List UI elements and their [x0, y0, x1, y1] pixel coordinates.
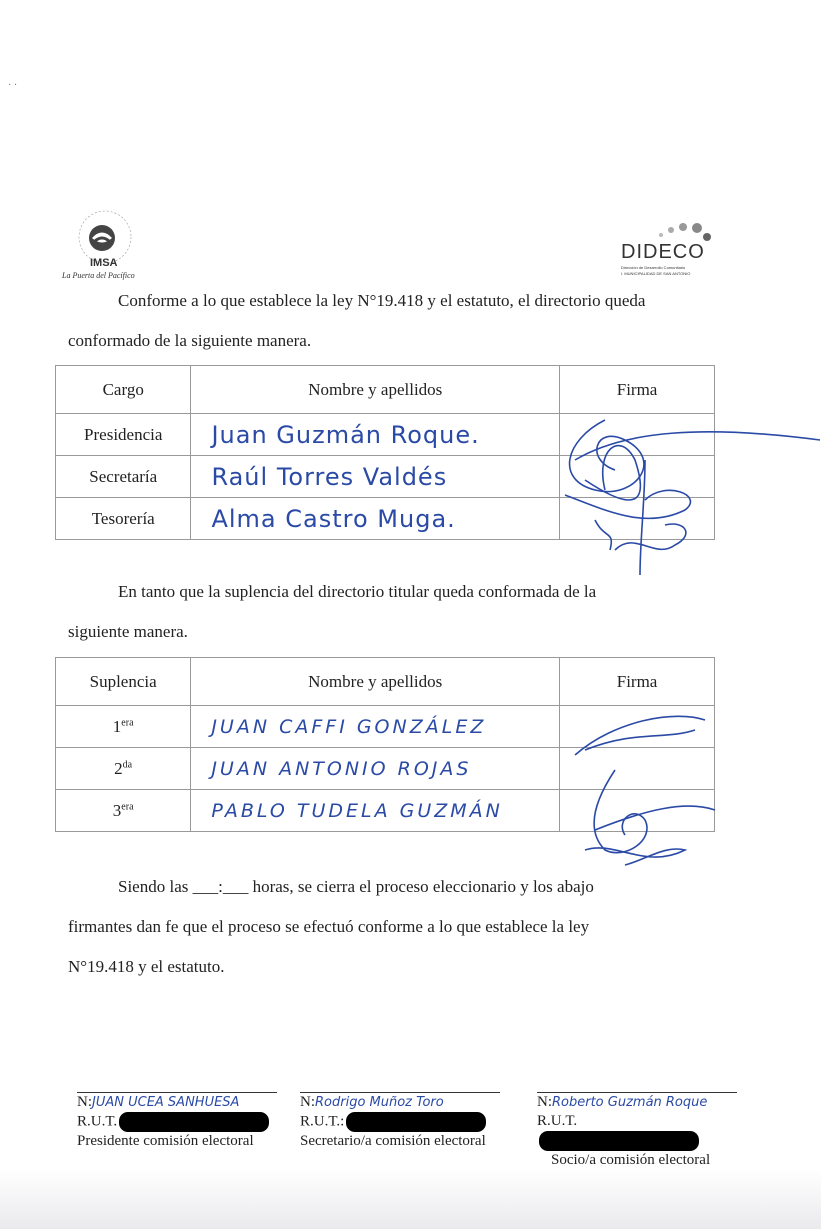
suplencia-number: 2: [114, 758, 123, 778]
handwritten-name: Alma Castro Muga.: [191, 498, 560, 540]
signer-role: Presidente comisión electoral: [77, 1133, 254, 1149]
closing-line2: firmantes dan fe que el proceso se efectuó conforme a lo que establece la ley: [68, 917, 590, 936]
signature-block-presidente: [77, 1092, 277, 1151]
suplencia-cell: [56, 748, 191, 790]
dideco-logo-line1: Dirección de Desarrollo Comunitario: [621, 265, 686, 270]
scan-smudge: · ·: [8, 80, 18, 91]
signer-name-row: [537, 1093, 737, 1112]
closing-line1-text: Siendo las ___:___ horas, se cierra el proceso eleccionario y los abajo: [118, 877, 594, 896]
signature-cell: [560, 748, 715, 790]
imsa-logo: [62, 205, 162, 290]
name-prefix: N:: [77, 1094, 92, 1110]
cargo-cell: Tesorería: [56, 498, 191, 540]
imsa-logo-name: IMSA: [90, 257, 118, 269]
handwritten-name: Raúl Torres Valdés: [191, 456, 560, 498]
signer-name-row: [300, 1093, 500, 1112]
table-header-row: [56, 366, 715, 414]
table-header-row: [56, 658, 715, 706]
table-row: [56, 748, 715, 790]
handwritten-name: PABLO TUDELA GUZMÁN: [191, 790, 560, 832]
table-row: [56, 414, 715, 456]
handwritten-name: Juan Guzmán Roque.: [191, 414, 560, 456]
imsa-logo-motto: La Puerta del Pacífico: [62, 271, 135, 280]
table-row: [56, 498, 715, 540]
table-row: [56, 706, 715, 748]
closing-line3: N°19.418 y el estatuto.: [68, 957, 225, 976]
intro-line1-text: Conforme a lo que establece la ley N°19.418 y el estatuto, el directorio queda: [118, 291, 646, 310]
page-shadow: [0, 1169, 821, 1229]
suplencia-suffix: era: [121, 800, 134, 812]
rut-label: R.U.T.: [537, 1113, 578, 1129]
header-cargo: Cargo: [56, 366, 191, 414]
signature-cell: [560, 414, 715, 456]
header-firma: Firma: [560, 658, 715, 706]
handwritten-name: JUAN ANTONIO ROJAS: [191, 748, 560, 790]
closing-line1: [68, 867, 718, 907]
signature-block-socio: [537, 1092, 737, 1170]
signature-block-secretario: [300, 1092, 500, 1151]
signer-name: Rodrigo Muñoz Toro: [315, 1095, 444, 1110]
dideco-logo: [615, 215, 735, 285]
signer-name: JUAN UCEA SANHUESA: [92, 1095, 240, 1110]
header-suplencia: Suplencia: [56, 658, 191, 706]
rut-row: [300, 1112, 500, 1132]
suplencia-suffix: era: [121, 716, 134, 728]
table-row: [56, 790, 715, 832]
suplencia-cell: [56, 790, 191, 832]
suplencia-line2: siguiente manera.: [68, 622, 188, 641]
rut-label: R.U.T.: [77, 1113, 118, 1130]
dideco-logo-name: DIDECO: [621, 241, 705, 263]
signature-cell: [560, 706, 715, 748]
handwritten-name: JUAN CAFFI GONZÁLEZ: [191, 706, 560, 748]
suplencia-line1: [68, 572, 718, 612]
redaction-bar: [539, 1131, 699, 1151]
redaction-bar: [119, 1112, 269, 1132]
suplencia-table: [55, 657, 715, 832]
header-nombre: Nombre y apellidos: [191, 658, 560, 706]
intro-line1: [68, 281, 718, 321]
suplencia-paragraph: [68, 572, 718, 652]
directorio-table: [55, 365, 715, 540]
signature-cell: [560, 790, 715, 832]
signature-cell: [560, 456, 715, 498]
header-firma: Firma: [560, 366, 715, 414]
header-nombre: Nombre y apellidos: [191, 366, 560, 414]
intro-line2: conformado de la siguiente manera.: [68, 331, 312, 350]
intro-paragraph: [68, 281, 718, 361]
cargo-cell: Secretaría: [56, 456, 191, 498]
closing-paragraph: [68, 867, 718, 987]
signer-role: Secretario/a comisión electoral: [300, 1133, 486, 1149]
suplencia-line1-text: En tanto que la suplencia del directorio titular queda conformada de la: [118, 582, 597, 601]
signer-role: Socio/a comisión electoral: [551, 1152, 711, 1168]
rut-row: [537, 1112, 737, 1151]
signature-cell: [560, 498, 715, 540]
name-prefix: N:: [300, 1094, 315, 1110]
redaction-bar: [346, 1112, 486, 1132]
suplencia-suffix: da: [122, 758, 133, 770]
table-row: [56, 456, 715, 498]
rut-label: R.U.T.:: [300, 1113, 345, 1130]
dideco-logo-line2: I. MUNICIPALIDAD DE SAN ANTONIO: [621, 271, 691, 276]
suplencia-number: 1: [112, 716, 122, 736]
name-prefix: N:: [537, 1094, 552, 1110]
rut-row: [77, 1112, 277, 1132]
signer-name: Roberto Guzmán Roque: [552, 1095, 708, 1110]
signer-name-row: [77, 1093, 277, 1112]
suplencia-number: 3: [112, 800, 122, 820]
cargo-cell: Presidencia: [56, 414, 191, 456]
suplencia-cell: [56, 706, 191, 748]
